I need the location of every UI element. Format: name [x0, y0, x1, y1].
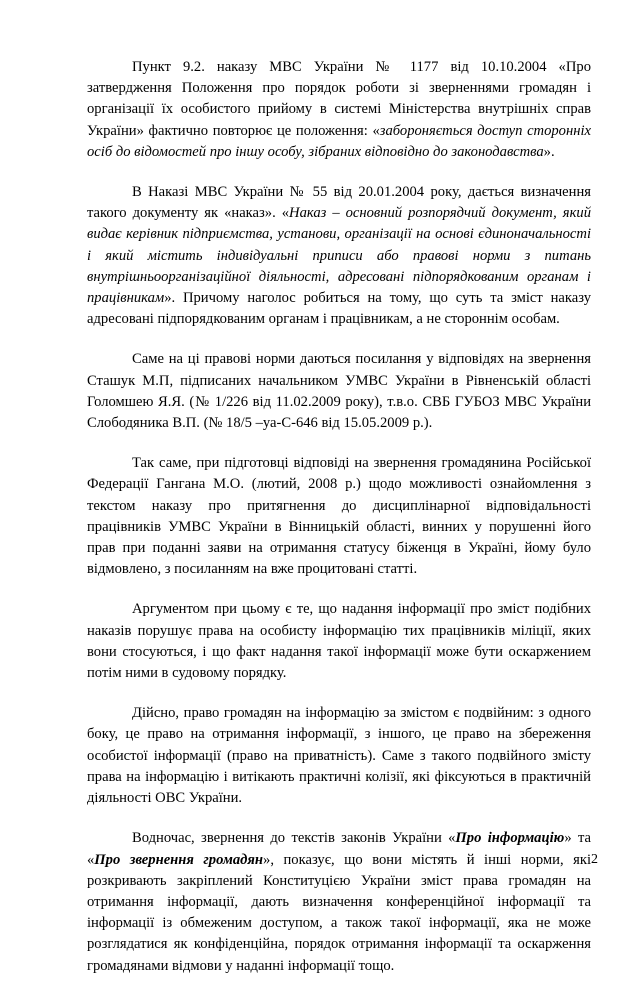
law-title-information: Про інформацію — [455, 830, 565, 847]
paragraph-gangan-case — [87, 453, 591, 580]
paragraph-text: ». — [543, 143, 555, 160]
paragraph-text: ». Причому наголос робиться на тому, що суть та зміст наказу адресовані підпорядкованим органам і працівникам, а не стороннім особам. — [87, 290, 591, 328]
paragraph-text: Дійсно, право громадян на інформацію за змістом є подвійним: з одного боку, це право на отримання інформації, з іншого, це право на збереження особистої інформації (право на приватність). Саме з такого подвійного змісту права на інформацію і витікають практичні колізії, які фіксуються в практичній діяльності ОВС України. — [87, 705, 591, 807]
paragraph-text: Аргументом при цьому є те, що надання інформації про зміст подібних наказів порушує права на особисту інформацію тих працівників міліції, яких вони стосуються, і що факт надання такої інформації може бути оскаржением потім ними в судовому порядку. — [87, 601, 591, 682]
paragraph-argument — [87, 599, 591, 684]
paragraph-text: В Наказі МВС України № 55 від 20.01.2004 року, дається визначення такого документу як «наказ». « — [87, 184, 591, 222]
order-definition: Наказ – основний розпорядчий документ, який видає керівник підприємства, установи, організації на основі єдиноначальності і який містить індивідуальні приписи або правові норми з питань внутрішньоорганізаційної діяльності, адресовані підпорядкованим органам і працівникам — [87, 205, 591, 307]
document-body — [87, 57, 591, 996]
paragraph-laws-reference — [87, 828, 591, 976]
paragraph-text: Пункт 9.2. наказу МВС України № 1177 від 10.10.2004 «Про затвердження Положення про порядок роботи зі зверненнями громадян і організації їх особистого прийому в системі Міністерства внутрішніх справ України» фактично повторює це положення: « — [87, 59, 591, 139]
paragraph-order-1177 — [87, 57, 591, 163]
paragraph-text: Саме на ці правові норми даються посилання у відповідях на звернення Сташук М.П, підписаних начальником УМВС України в Рівненській області Голомшею Я.Я. (№ 1/226 від 11.02.2009 року), т.в.о. СВБ ГУБОЗ МВС України Слободяника В.П. (№ 18/5 –уа-С-646 від 15.05.2009 р.). — [87, 351, 591, 432]
paragraph-text: Так саме, при підготовці відповіді на звернення громадянина Російської Федерації Гангана М.О. (лютий, 2008 р.) щодо можливості ознайомлення з текстом наказу про притягнення до дисциплінарної відповідальності працівників УМВС України в Вінницькій області, винних у порушенні його прав при поданні заяви на отримання статусу біженця в Україні, йому було відмовлено, з посиланням на вже процитовані статті. — [87, 455, 591, 578]
paragraph-order-55 — [87, 182, 591, 330]
paragraph-text: », показує, що вони містять й інші норми, які розкривають закріплений Конституцією України зміст права громадян на отримання інформації, дають визначення конференційної інформації та інформації із обмеженим доступом, а також такої інформації, яка не може розглядатися як конфіденційна, порядок отримання інформації та оскарження громадянами відмови у наданні інформації тощо. — [87, 851, 591, 974]
law-title-appeals: Про звернення громадян — [94, 851, 264, 868]
paragraph-stashuk-responses — [87, 349, 591, 434]
paragraph-dual-right — [87, 703, 591, 809]
paragraph-text: Водночас, звернення до текстів законів України « — [132, 830, 456, 847]
paragraph-text: » та « — [87, 830, 591, 868]
quoted-provision: забороняється доступ сторонніх осіб до відомостей про іншу особу, зібраних відповідно до законодавства — [87, 122, 591, 160]
page-number: 2 — [591, 852, 598, 867]
